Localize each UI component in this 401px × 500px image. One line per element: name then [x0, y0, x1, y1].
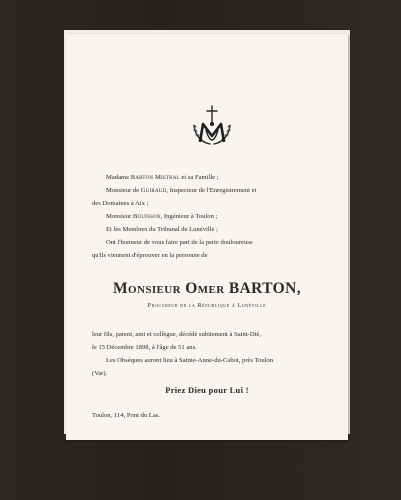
- line-pre: des Domaines à Aix ;: [92, 200, 149, 207]
- announcement-line-1: [106, 239, 253, 247]
- line-pre: Madame: [106, 174, 131, 181]
- prayer-line: Priez Dieu pour Lui !: [165, 385, 249, 395]
- address-line: Toulon, 114, Pont du Las.: [92, 412, 160, 419]
- deceased-title: Procureur de la République à Lunéville: [147, 303, 267, 309]
- cross-monogram-emblem-icon: [190, 104, 234, 156]
- family-line-2: [106, 187, 256, 195]
- family-line-5: [106, 226, 218, 234]
- family-line-4: [106, 213, 217, 221]
- line-pre: Monsieur de: [106, 187, 141, 194]
- line-pre: Et les Membres du Tribunal de Lunéville ;: [106, 226, 218, 233]
- line-pre: Monsieur: [106, 213, 133, 220]
- line-post: et sa Famille ;: [179, 174, 219, 181]
- funeral-notice-card: [66, 34, 348, 467]
- line-surname: Guiraud: [140, 187, 167, 194]
- family-line-3: [92, 200, 148, 208]
- deceased-name: Monsieur Omer BARTON,: [113, 280, 301, 297]
- printer-imprint: Lunéville. H. Pinguenet.: [289, 462, 334, 467]
- family-line-1: [106, 174, 219, 182]
- line-pre: qu'ils viennent d'éprouver en la personne de: [92, 252, 208, 259]
- line-surname: Bouisson: [132, 213, 161, 220]
- detail-line-4: (Var).: [92, 370, 108, 377]
- line-post: , Inspecteur de l'Enregistrement et: [166, 187, 257, 194]
- announcement-line-2: [92, 252, 208, 260]
- line-pre: Ont l'honneur de vous faire part de la perte douloureuse: [106, 239, 253, 246]
- detail-line-3: Les Obsèques auront lieu à Sainte-Anne-du-Cabot, près Toulon: [106, 357, 274, 364]
- detail-line-1: leur fils, parent, ami et collègue, décédé subitement à Saint-Dié,: [92, 331, 261, 338]
- line-surname: Barton Mistral: [130, 174, 180, 181]
- line-post: , Ingénieur à Toulon ;: [160, 213, 218, 220]
- detail-line-2: le 15 Décembre 1898, à l'âge de 51 ans.: [92, 344, 197, 351]
